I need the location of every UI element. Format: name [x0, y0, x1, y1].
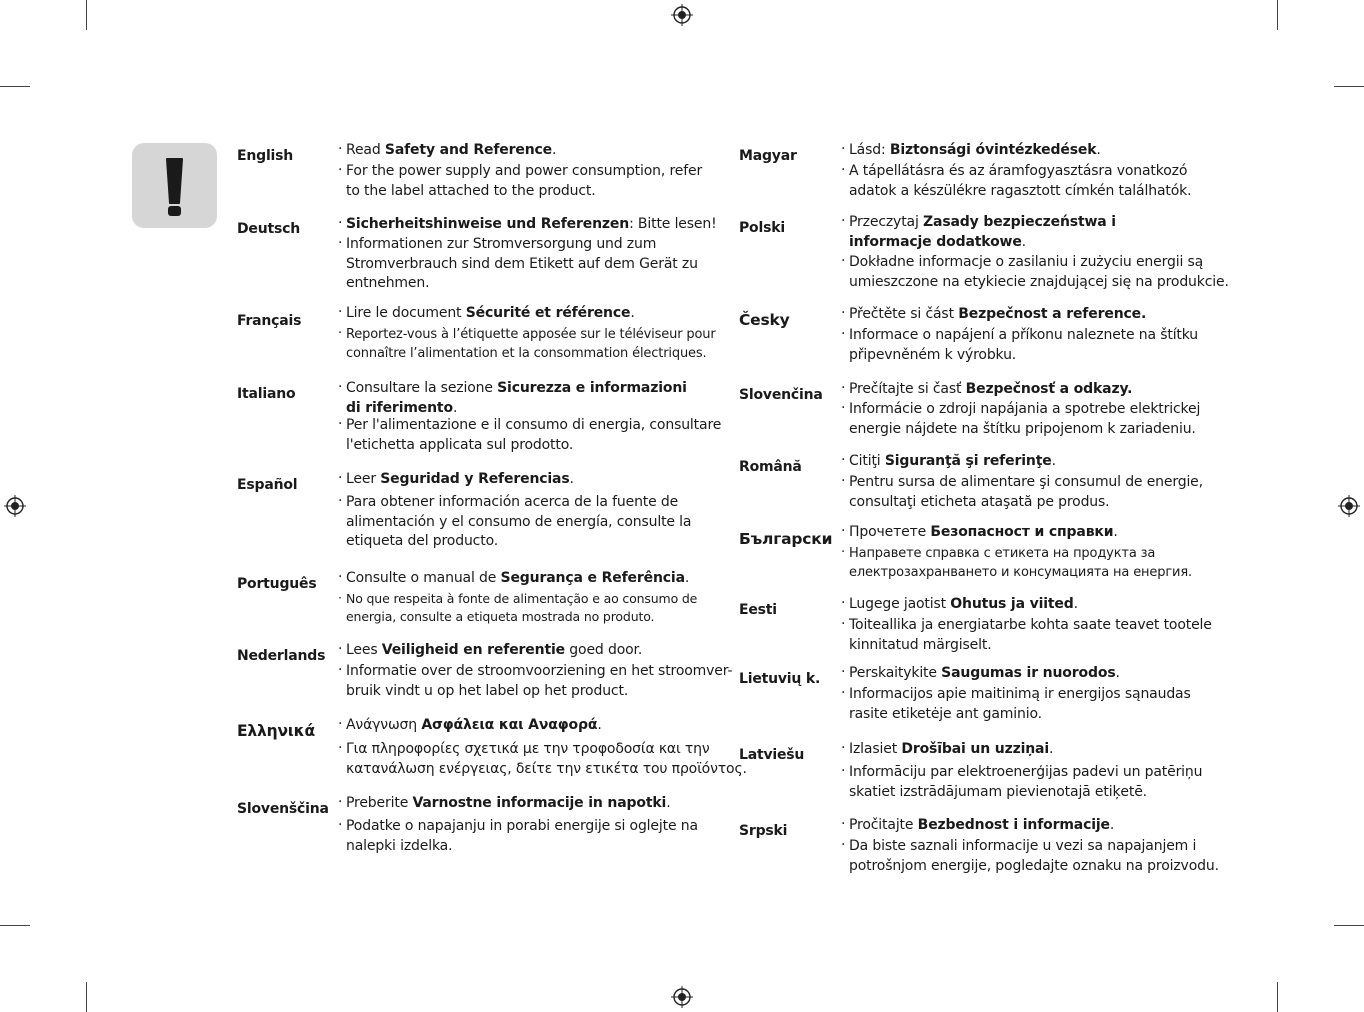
language-name: Latviešu [739, 747, 805, 763]
exclamation-icon [132, 143, 217, 228]
instruction-power: · Informacijos apie maitinimą ir energijos sąnaudas rasite etiketėje ant gaminio. [840, 685, 1191, 724]
instruction-power: · For the power supply and power consumption, refer to the label attached to the product. [337, 162, 702, 201]
instruction-read: · Consulte o manual de Segurança e Referência. [337, 569, 689, 589]
language-name: Ελληνικά [237, 722, 315, 740]
instruction-power: · Informationen zur Stromversorgung und zum Stromverbrauch sind dem Etikett auf dem Gerät zu entnehmen. [337, 235, 698, 294]
language-name: Eesti [739, 602, 777, 618]
instruction-power: · Toiteallika ja energiatarbe kohta saate teavet tootele kinnitatud märgiselt. [840, 616, 1212, 655]
registration-mark-icon [1338, 495, 1360, 517]
instruction-power: · Reportez-vous à l’étiquette apposée sur le téléviseur pour connaître l’alimentation et la consommation électriques. [337, 326, 716, 363]
alert-box [132, 143, 217, 228]
instruction-read: · Izlasiet Drošībai un uzziņai. [840, 740, 1053, 760]
language-name: Česky [739, 311, 790, 329]
language-name: Slovenščina [237, 801, 329, 817]
instruction-power: · Informāciju par elektroenerģijas padevi un patēriņu skatiet izstrādājumam pievienotajā etiķetē. [840, 763, 1202, 802]
language-name: Português [237, 576, 317, 592]
language-name: Deutsch [237, 221, 300, 237]
instruction-power: · Направете справка с етикета на продукта за електрозахранването и консумацията на енергия. [840, 545, 1192, 582]
instruction-read: · Preberite Varnostne informacije in napotki. [337, 794, 671, 814]
registration-mark-icon [671, 4, 693, 26]
instruction-read: · Leer Seguridad y Referencias. [337, 470, 574, 490]
instruction-read: · Pročitajte Bezbednost i informacije. [840, 816, 1114, 836]
instruction-read: · Ανάγνωση Ασφάλεια και Αναφορά. [337, 716, 602, 736]
instruction-power: · Informace o napájení a příkonu naleznete na štítku připevněném k výrobku. [840, 326, 1198, 365]
instruction-read: · Lees Veiligheid en referentie goed door. [337, 641, 642, 661]
instruction-read: · Lire le document Sécurité et référence. [337, 304, 635, 324]
instruction-power: · Informácie o zdroji napájania a spotrebe elektrickej energie nájdete na štítku pripojenom k zariadeniu. [840, 400, 1200, 439]
instruction-read: · Perskaitykite Saugumas ir nuorodos. [840, 664, 1120, 684]
language-name: Magyar [739, 148, 797, 164]
crop-mark [86, 0, 87, 30]
language-name: Lietuvių k. [739, 671, 821, 687]
language-name: Slovenčina [739, 387, 823, 403]
instruction-read: · Прочетете Безопасност и справки. [840, 523, 1118, 543]
instruction-power: · Informatie over de stroomvoorziening en het stroomver- bruik vindt u op het label op het product. [337, 662, 732, 701]
language-name: Srpski [739, 823, 788, 839]
language-name: Français [237, 313, 302, 329]
crop-mark [1334, 925, 1364, 926]
language-name: Polski [739, 220, 785, 236]
crop-mark [86, 982, 87, 1012]
crop-mark [1277, 0, 1278, 30]
instruction-power: · Για πληροφορίες σχετικά με την τροφοδοσία και την κατανάλωση ενέργειας, δείτε την ετικέτα του προϊόντος. [337, 740, 747, 779]
crop-mark [1334, 86, 1364, 87]
instruction-power: · A tápellátásra és az áramfogyasztásra vonatkozó adatok a készülékre ragasztott címkén találhatók. [840, 162, 1191, 201]
language-name: Български [739, 530, 833, 548]
instruction-power: · No que respeita à fonte de alimentação e ao consumo de energia, consulte a etiqueta mostrada no produto. [337, 590, 697, 626]
instruction-power: · Podatke o napajanju in porabi energije si oglejte na nalepki izdelka. [337, 817, 698, 856]
instruction-power: · Para obtener información acerca de la fuente de alimentación y el consumo de energía, consulte la etiqueta del producto. [337, 493, 691, 552]
language-name: Español [237, 477, 298, 493]
instruction-read: · Citiţi Siguranţă şi referinţe. [840, 452, 1056, 472]
crop-mark [0, 86, 30, 87]
crop-mark [1277, 982, 1278, 1012]
instruction-read: · Lásd: Biztonsági óvintézkedések. [840, 141, 1101, 161]
instruction-read: · Lugege jaotist Ohutus ja viited. [840, 595, 1078, 615]
instruction-read: · Przeczytaj Zasady bezpieczeństwa i informacje dodatkowe. [840, 213, 1116, 252]
instruction-power: · Da biste saznali informacije u vezi sa napajanjem i potrošnjom energije, pogledajte oznaku na proizvodu. [840, 837, 1219, 876]
instruction-read: · Prečítajte si časť Bezpečnosť a odkazy. [840, 380, 1132, 400]
instruction-power: · Per l'alimentazione e il consumo di energia, consultare l'etichetta applicata sul prodotto. [337, 416, 721, 455]
instruction-read: · Sicherheitshinweise und Referenzen: Bitte lesen! [337, 215, 717, 235]
language-name: Nederlands [237, 648, 326, 664]
instruction-read: · Read Safety and Reference. [337, 141, 556, 161]
instruction-read: · Consultare la sezione Sicurezza e informazioni di riferimento. [337, 379, 687, 418]
registration-mark-icon [671, 986, 693, 1008]
crop-mark [0, 925, 30, 926]
instruction-power: · Dokładne informacje o zasilaniu i zużyciu energii są umieszczone na etykiecie znajdującej się na produkcie. [840, 253, 1229, 292]
language-name: English [237, 148, 294, 164]
instruction-read: · Přečtěte si část Bezpečnost a reference. [840, 305, 1146, 325]
instruction-power: · Pentru sursa de alimentare şi consumul de energie, consultaţi eticheta ataşată pe produs. [840, 473, 1203, 512]
registration-mark-icon [4, 495, 26, 517]
language-name: Italiano [237, 386, 296, 402]
language-name: Română [739, 459, 802, 475]
